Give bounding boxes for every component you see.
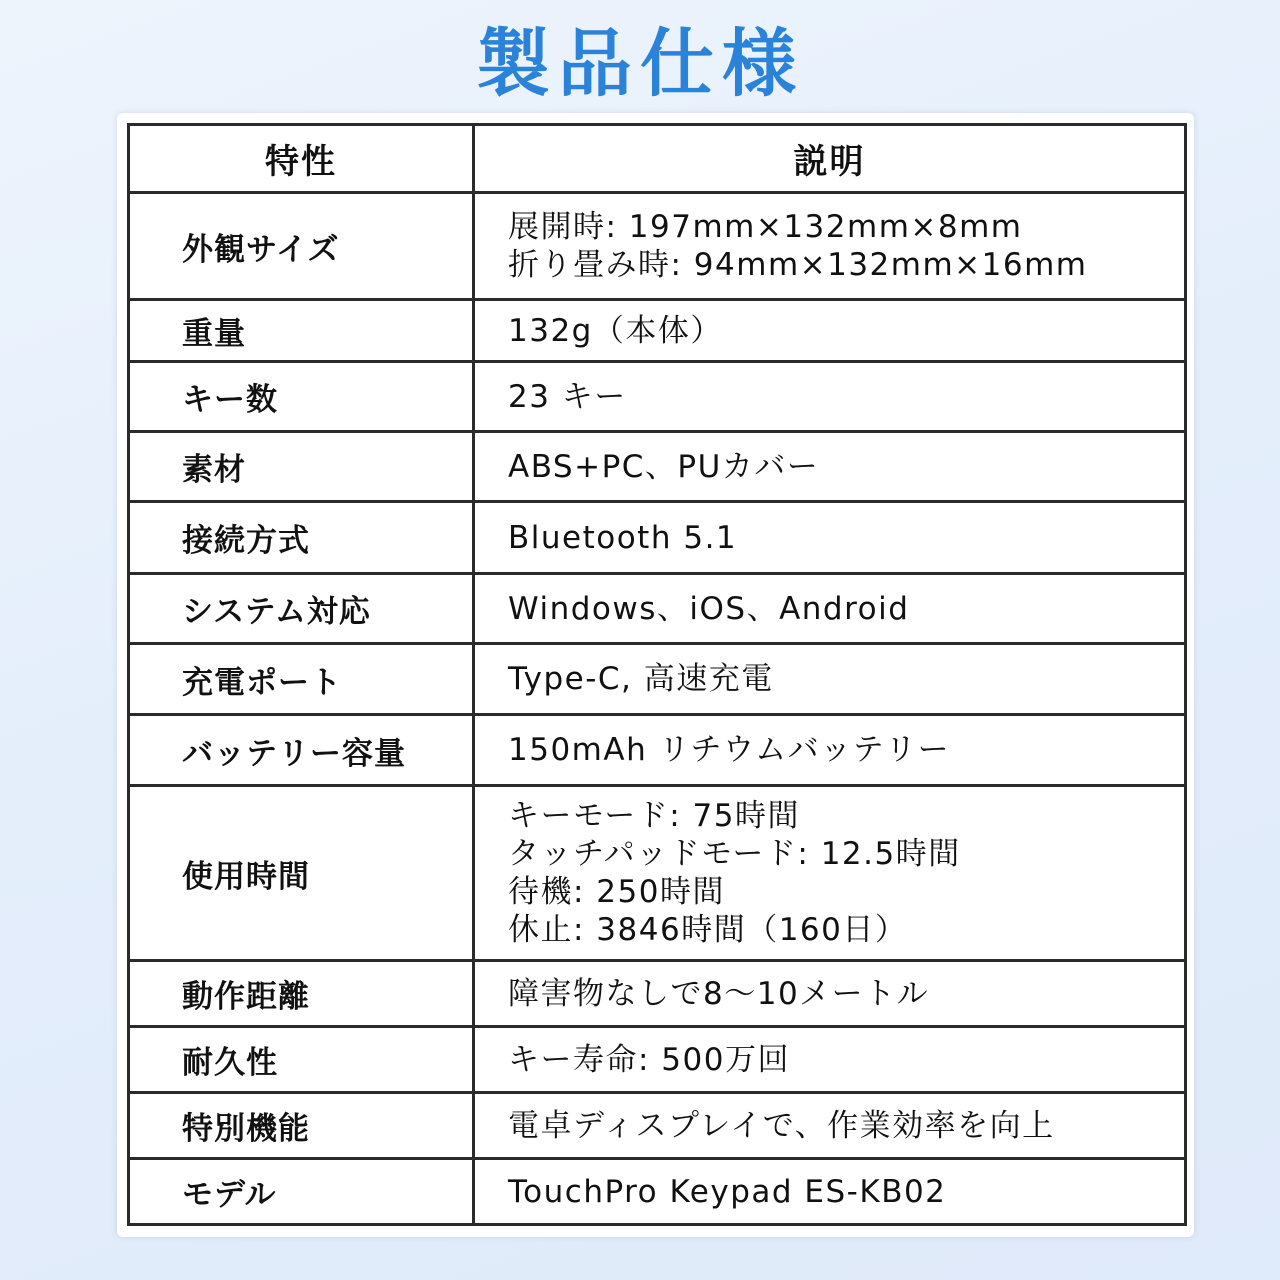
row-label: キー数 xyxy=(129,362,474,432)
table-row xyxy=(129,644,1186,715)
row-value xyxy=(474,432,1186,502)
header-row xyxy=(129,125,1186,193)
row-label: 耐久性 xyxy=(129,1027,474,1093)
value-line: 電卓ディスプレイで、作業効率を向上 xyxy=(508,1107,1055,1144)
value-line: TouchPro Keypad ES-KB02 xyxy=(508,1173,947,1210)
row-value xyxy=(474,502,1186,574)
table-row xyxy=(129,193,1186,300)
row-label: 素材 xyxy=(129,432,474,502)
table-row xyxy=(129,1093,1186,1159)
page-title: 製品仕様 xyxy=(476,21,804,107)
table-row xyxy=(129,574,1186,644)
row-value xyxy=(474,193,1186,300)
row-label: 接続方式 xyxy=(129,502,474,574)
row-label: 重量 xyxy=(129,300,474,362)
row-label: 充電ポート xyxy=(129,644,474,715)
row-label: システム対応 xyxy=(129,574,474,644)
row-value xyxy=(474,715,1186,786)
value-line: 待機: 250時間 xyxy=(508,874,725,910)
value-line: キー寿命: 500万回 xyxy=(508,1041,790,1078)
table-row xyxy=(129,715,1186,786)
row-value xyxy=(474,644,1186,715)
header-description: 説明 xyxy=(474,125,1186,193)
value-line: 休止: 3846時間（160日） xyxy=(508,912,908,948)
value-line: 展開時: 197mm×132mm×8mm xyxy=(508,209,1023,245)
row-label: 使用時間 xyxy=(129,786,474,961)
value-line: 障害物なしで8～10メートル xyxy=(508,975,930,1012)
table-row xyxy=(129,300,1186,362)
row-label: バッテリー容量 xyxy=(129,715,474,786)
table-row xyxy=(129,362,1186,432)
row-value xyxy=(474,1159,1186,1225)
row-label: モデル xyxy=(129,1159,474,1225)
row-value xyxy=(474,362,1186,432)
table-row xyxy=(129,502,1186,574)
header-feature: 特性 xyxy=(129,125,474,193)
row-value xyxy=(474,300,1186,362)
row-value xyxy=(474,574,1186,644)
value-line: 150mAh リチウムバッテリー xyxy=(508,732,951,768)
row-value xyxy=(474,961,1186,1027)
value-line: Type-C, 高速充電 xyxy=(508,661,774,697)
value-line: 23 キー xyxy=(508,378,627,415)
table-row xyxy=(129,786,1186,961)
value-line: 132g（本体） xyxy=(508,312,723,349)
value-line: タッチパッドモード: 12.5時間 xyxy=(508,836,961,872)
value-line: 折り畳み時: 94mm×132mm×16mm xyxy=(508,247,1088,283)
value-line: ABS+PC、PUカバー xyxy=(508,448,820,485)
row-label: 動作距離 xyxy=(129,961,474,1027)
table-row xyxy=(129,961,1186,1027)
row-value xyxy=(474,1093,1186,1159)
row-value xyxy=(474,786,1186,961)
row-value xyxy=(474,1027,1186,1093)
value-line: キーモード: 75時間 xyxy=(508,798,801,834)
row-label: 外観サイズ xyxy=(129,193,474,300)
table-row xyxy=(129,1027,1186,1093)
table-row xyxy=(129,432,1186,502)
value-line: Windows、iOS、Android xyxy=(508,590,910,627)
spec-table xyxy=(127,123,1187,1226)
row-label: 特別機能 xyxy=(129,1093,474,1159)
value-line: Bluetooth 5.1 xyxy=(508,519,738,556)
table-row xyxy=(129,1159,1186,1225)
